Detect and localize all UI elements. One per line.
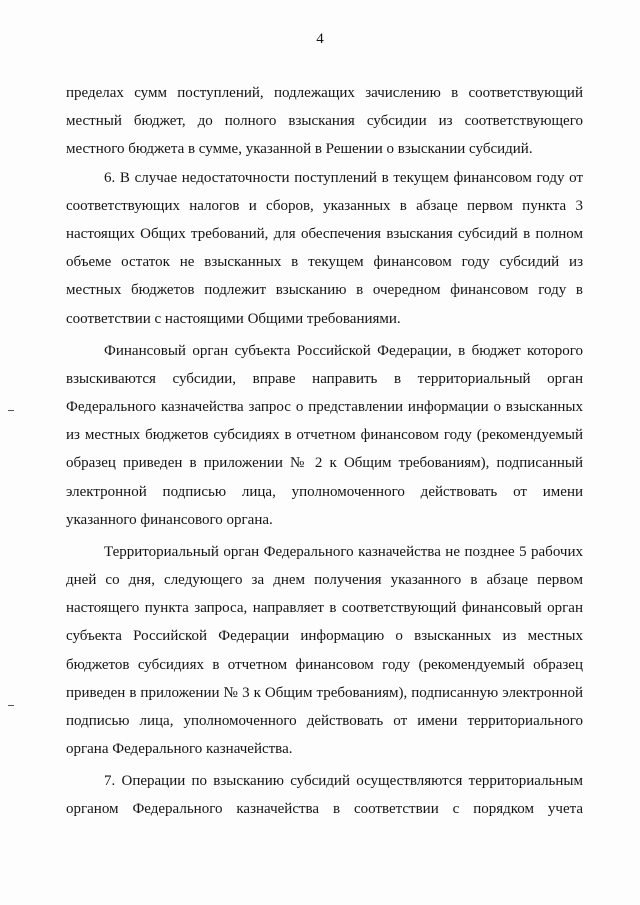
text-line: органом Федерального казначейства в соответствии с порядком учета (66, 801, 583, 817)
scan-mark (8, 410, 14, 411)
text-line: 6. В случае недостаточности поступлений в текущем финансовом году от (104, 170, 583, 186)
text-line: электронной подписью лица, уполномоченного действовать от имени (66, 484, 583, 500)
text-line: Территориальный орган Федерального казначейства не позднее 5 рабочих (104, 544, 583, 560)
text-line: органа Федерального казначейства. (66, 741, 293, 757)
page-number: 4 (316, 31, 324, 47)
text-line: образец приведен в приложении № 2 к Общим требованиям), подписанный (66, 455, 583, 471)
text-line: пределах сумм поступлений, подлежащих зачислению в соответствующий (66, 85, 583, 101)
text-line: настоящего пункта запроса, направляет в соответствующий финансовый орган (66, 600, 583, 616)
text-line: объеме остаток не взысканных в текущем финансовом году субсидий из (66, 254, 583, 270)
text-line: указанного финансового органа. (66, 512, 273, 528)
text-line: местных бюджетов подлежит взысканию в очередном финансовом году в (66, 282, 583, 298)
text-line: местного бюджета в сумме, указанной в Решении о взыскании субсидий. (66, 141, 533, 157)
text-line: соответствующих налогов и сборов, указанных в абзаце первом пункта 3 (66, 198, 583, 214)
text-line: соответствии с настоящими Общими требованиями. (66, 311, 401, 327)
text-line: бюджетов субсидиях в отчетном финансовом году (рекомендуемый образец (66, 657, 583, 673)
text-line: 7. Операции по взысканию субсидий осуществляются территориальным (104, 773, 583, 789)
text-line: из местных бюджетов субсидиях в отчетном финансовом году (рекомендуемый (66, 427, 583, 443)
text-line: Финансовый орган субъекта Российской Федерации, в бюджет которого (104, 343, 583, 359)
text-line: настоящих Общих требований, для обеспечения взыскания субсидий в полном (66, 226, 583, 242)
text-line: взыскиваются субсидии, вправе направить в территориальный орган (66, 371, 583, 387)
scan-mark (8, 705, 14, 706)
text-line: приведен в приложении № 3 к Общим требованиям), подписанную электронной (66, 685, 583, 701)
text-line: местный бюджет, до полного взыскания субсидии из соответствующего (66, 113, 583, 129)
text-line: дней со дня, следующего за днем получения указанного в абзаце первом (66, 572, 583, 588)
text-line: подписью лица, уполномоченного действовать от имени территориального (66, 713, 583, 729)
text-line: субъекта Российской Федерации информацию о взысканных из местных (66, 628, 583, 644)
text-line: Федерального казначейства запрос о представлении информации о взысканных (66, 399, 583, 415)
